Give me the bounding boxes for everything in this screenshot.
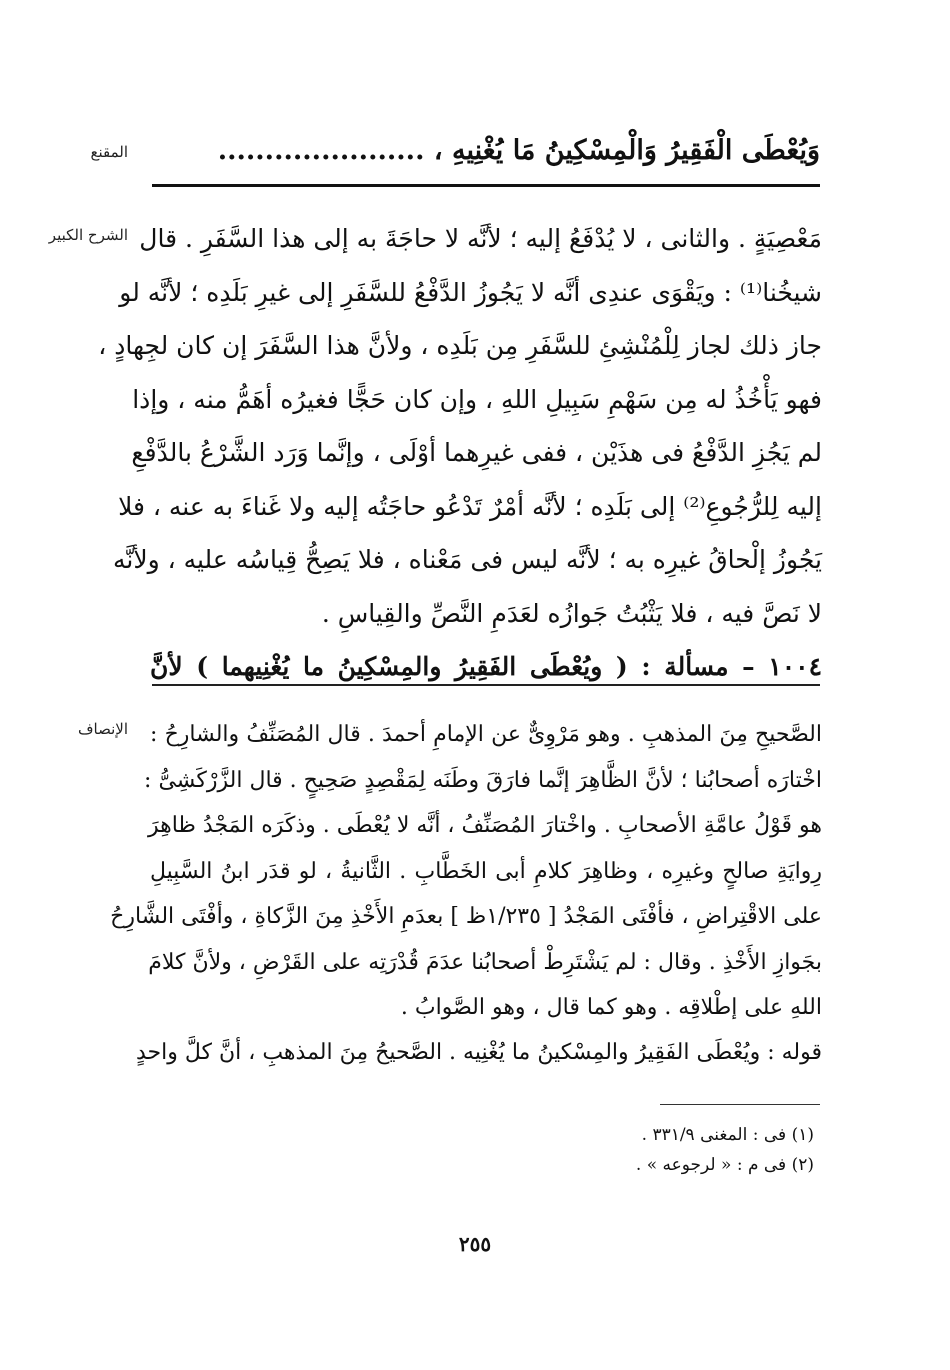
sharh-text [98, 212, 822, 694]
sharh-line: شيخُنا⁽¹⁾ : ويَقْوَى عندِى أنَّه لا يَجُوزُ الدَّفْعُ للسَّفَرِ إلى غيرِ بَلَدِه ؛ لأنَّه لو [119, 277, 822, 307]
label-insaf: الإنصاف [77, 720, 128, 738]
insaf-line: هو قَوْلُ عامَّةِ الأصحابِ . واخْتارَ المُصَنِّفُ ، أنَّه لا يُعْطَى . وذكَرَه المَجْدُ ظاهِرَ [147, 813, 822, 838]
footnote-1: (١) فى : المغنى ٣٣١/٩ . [641, 1125, 814, 1145]
insaf-text [110, 712, 822, 1031]
insaf-line: رِوايَةِ صالحٍ وغيرِه ، وظاهِرَ كلامِ أبى الخَطَّابِ . الثَّانيةُ ، لو قدَر ابنُ السَّبِيلِ [150, 858, 822, 884]
insaf-line: اخْتارَه أصحابُنا ؛ لأنَّ الظَّاهِرَ إنَّما فارَقَ وطَنَه لِمَقْصِدٍ صَحِيحٍ . قال الزَّرْكَشِىُّ : [144, 767, 822, 793]
insaf-line: على الاقْتِراضِ ، فأفْتَى المَجْدُ [ ١/٢٣٥ظ ] بعدَمِ الأَخْذِ مِنَ الزَّكاةِ ، وأفْتَى الشَّارِحُ [110, 904, 822, 929]
page-number: ٢٥٥ [458, 1232, 492, 1256]
sharh-line: لم يَجُزِ الدَّفْعُ فى هذَيْن ، ففى غيرِهما أوْلَى ، وإنَّما وَرَد الشَّرْعُ بالدَّفْعِ [131, 438, 822, 467]
section-rule [152, 684, 820, 686]
sharh-line: يَجُوزُ إلْحاقُ غيرِه به ؛ لأنَّه ليس فى مَعْناه ، فلا يَصِحُّ قِياسُه عليه ، ولأنَّه [112, 545, 822, 574]
label-sharh: الشرح الكبير [48, 226, 128, 244]
qawluh-paragraph: قوله : ويُعْطَى الفَقِيرُ والمِسْكينُ ما يُغْنِيه . الصَّحيحُ مِنَ المذهبِ ، أنَّ كلَّ واحدٍ [135, 1040, 822, 1065]
insaf-line: اللهِ على إطْلاقِه . وهو كما قال ، وهو الصَّوابُ . [400, 995, 822, 1020]
label-muqni: المقنع [90, 143, 128, 161]
sharh-line: مَعْصِيَةٍ . والثانى ، لا يُدْفَعُ إليه ؛ لأنَّه لا حاجَةَ به إلى هذا السَّفَرِ . قال [139, 224, 822, 253]
matn-header: وَيُعْطَى الْفَقِيرُ وَالْمِسْكِينُ مَا يُغْنِيهِ ، ...................... [217, 135, 820, 166]
footnote-2: (٢) فى م : « لرجوعه » . [635, 1155, 814, 1175]
sharh-line: فهو يَأْخُذُ له مِن سَهْمِ سَبِيلِ اللهِ ، وإن كان حَجًّا فغيرُه أهَمُّ منه ، وإذا [132, 384, 822, 414]
sharh-line: إليه لِلرُّجُوعِ⁽²⁾ إلى بَلَدِه ؛ لأنَّه أمْرٌ تَدْعُو حاجَتُه إليه ولا غَناءَ به عنه ، فلا [118, 491, 822, 521]
insaf-line: بجَوازِ الأَخْذِ . وقال : لم يَشْتَرِطْ أصحابُنا عدَمَ قُدْرَتِه على القَرْضِ ، ولأنَّ كلامَ [148, 949, 822, 975]
masala-heading: ١٠٠٤ – مسألة : ( ويُعْطَى الفَقِيرُ والمِسْكِينُ ما يُغْنِيهما ) لأنَّ [150, 652, 822, 681]
sharh-line: جاز ذلك لجاز لِلْمُنْشِئِ للسَّفَرِ مِن بَلَدِه ، ولأنَّ هذا السَّفَرَ إن كان لجِهادٍ ، [98, 331, 822, 360]
sharh-line: لا نَصَّ فيه ، فلا يَثْبُتُ جَوازُه لعَدَمِ النَّصِّ والقِياسِ . [321, 598, 822, 628]
header-rule [152, 184, 820, 187]
insaf-line: الصَّحيحِ مِنَ المذهبِ . وهو مَرْوِىٌّ عن الإمامِ أحمدَ . قال المُصَنِّفُ والشارِحُ : [150, 722, 822, 747]
footnote-rule [660, 1104, 820, 1105]
